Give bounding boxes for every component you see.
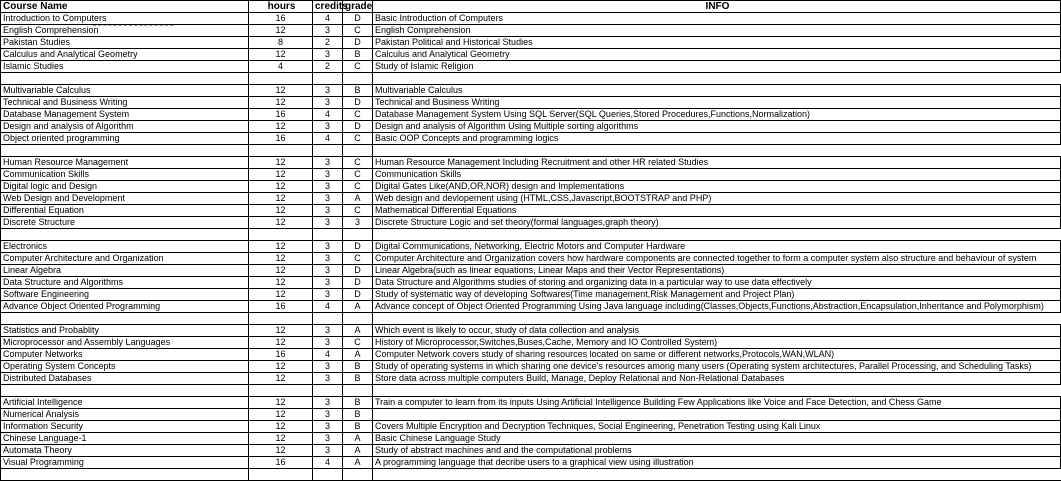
info-cell[interactable]: Basic Introduction of Computers [373,13,1061,25]
credits-cell[interactable]: 4 [313,13,343,25]
course-name-cell[interactable]: Automata Theory [1,445,249,457]
hours-cell[interactable]: 12 [249,25,313,37]
hours-cell[interactable]: 12 [249,421,313,433]
info-cell[interactable]: Computer Architecture and Organization covers how hardware components are connected together to form a computer system also structure and behaviour of system [373,253,1061,265]
credits-cell[interactable]: 3 [313,445,343,457]
course-name-cell[interactable]: Design and analysis of Algorithm [1,121,249,133]
credits-cell[interactable]: 2 [313,37,343,49]
table-row [1,445,1061,457]
credits-cell[interactable]: 3 [313,433,343,445]
credits-cell[interactable]: 3 [313,265,343,277]
table-row [1,37,1061,49]
hours-cell[interactable]: 12 [249,205,313,217]
table-row [1,373,1061,385]
credits-cell[interactable]: 3 [313,157,343,169]
table-row [1,133,1061,145]
grade-cell[interactable] [343,313,373,325]
table-row [1,337,1061,349]
credits-cell[interactable]: 4 [313,133,343,145]
info-cell[interactable]: Which event is likely to occur, study of data collection and analysis [373,325,1061,337]
hours-cell[interactable]: 12 [249,325,313,337]
table-row [1,289,1061,301]
hours-cell[interactable]: 12 [249,433,313,445]
table-row [1,241,1061,253]
hours-cell[interactable]: 12 [249,241,313,253]
info-cell[interactable]: Digital Gates Like(AND,OR,NOR) design and Implementations [373,181,1061,193]
credits-cell[interactable]: 3 [313,193,343,205]
info-cell[interactable] [373,409,1061,421]
hours-cell[interactable]: 12 [249,397,313,409]
course-name-cell[interactable]: Linear Algebra [1,265,249,277]
grade-cell[interactable]: D [343,13,373,25]
course-name-cell[interactable] [1,469,249,481]
course-name-cell[interactable]: Discrete Structure [1,217,249,229]
course-name-cell[interactable] [1,229,249,241]
hours-cell[interactable]: 12 [249,217,313,229]
course-name-cell[interactable]: Statistics and Probablity [1,325,249,337]
hours-cell[interactable] [249,145,313,157]
table-row [1,85,1061,97]
info-cell[interactable] [373,73,1061,85]
grade-cell[interactable]: B [343,409,373,421]
grade-cell[interactable]: C [343,157,373,169]
course-name-cell[interactable]: Computer Architecture and Organization [1,253,249,265]
credits-cell[interactable]: 3 [313,181,343,193]
grade-cell[interactable]: B [343,397,373,409]
info-cell[interactable]: Advance concept of Object Oriented Programming Using Java language including(Classes,Objects,Functions,Abstraction,Encapsulation,Inheritance and Polymorphism) [373,301,1061,313]
info-cell[interactable] [373,385,1061,397]
credits-cell[interactable]: 3 [313,277,343,289]
info-cell[interactable]: Web design and devlopement using (HTML,CSS,Javascript,BOOTSTRAP and PHP) [373,193,1061,205]
table-row [1,169,1061,181]
grade-cell[interactable]: A [343,445,373,457]
credits-cell[interactable] [313,385,343,397]
table-row [1,361,1061,373]
course-name-cell[interactable]: Islamic Studies [1,61,249,73]
grade-cell[interactable]: A [343,301,373,313]
grade-cell[interactable]: B [343,361,373,373]
info-cell[interactable]: Pakistan Political and Historical Studies [373,37,1061,49]
info-cell[interactable]: Database Management System Using SQL Server(SQL Queries,Stored Procedures,Functions,Normalization) [373,109,1061,121]
course-name-cell[interactable] [1,313,249,325]
hours-cell[interactable] [249,469,313,481]
info-cell[interactable]: Basic Chinese Language Study [373,433,1061,445]
grade-cell[interactable]: A [343,433,373,445]
grade-cell[interactable]: B [343,421,373,433]
course-name-cell[interactable]: Database Management System [1,109,249,121]
grade-cell[interactable]: B [343,85,373,97]
grade-cell[interactable]: D [343,121,373,133]
course-name-cell[interactable]: Numerical Analysis [1,409,249,421]
info-cell[interactable]: History of Microprocessor,Switches,Buses,Cache, Memory and IO Controlled System) [373,337,1061,349]
info-cell[interactable]: Study of systematic way of developing Softwares(Time management,Risk Management and Project Plan) [373,289,1061,301]
info-cell[interactable] [373,313,1061,325]
info-cell[interactable]: Design and analysis of Algorithm Using Multiple sorting algorithms [373,121,1061,133]
table-row [1,253,1061,265]
table-row [1,457,1061,469]
grade-cell[interactable]: C [343,133,373,145]
info-cell[interactable]: Communication Skills [373,169,1061,181]
credits-cell[interactable]: 3 [313,253,343,265]
course-name-cell[interactable]: Technical and Business Writing [1,97,249,109]
blank-row [1,469,1061,481]
table-row [1,277,1061,289]
table-row [1,181,1061,193]
course-name-cell[interactable]: Operating System Concepts [1,361,249,373]
table-row [1,157,1061,169]
course-name-cell[interactable]: Information Security [1,421,249,433]
course-name-cell[interactable] [1,145,249,157]
grade-cell[interactable]: D [343,289,373,301]
credits-cell[interactable]: 3 [313,85,343,97]
blank-row [1,229,1061,241]
info-cell[interactable]: Basic OOP Concepts and programming logics [373,133,1061,145]
course-name-cell[interactable] [1,385,249,397]
hours-cell[interactable]: 16 [249,133,313,145]
table-row [1,25,1061,37]
blank-row [1,145,1061,157]
credits-cell[interactable]: 3 [313,241,343,253]
course-name-cell[interactable]: Chinese Language-1 [1,433,249,445]
hours-cell[interactable] [249,385,313,397]
header-grade[interactable]: grade [343,1,373,13]
credits-cell[interactable] [313,313,343,325]
hours-cell[interactable]: 12 [249,373,313,385]
table-row [1,421,1061,433]
grade-cell[interactable]: A [343,457,373,469]
info-cell[interactable] [373,469,1061,481]
credits-cell[interactable] [313,145,343,157]
grade-cell[interactable] [343,229,373,241]
grade-cell[interactable]: D [343,277,373,289]
credits-cell[interactable]: 3 [313,25,343,37]
credits-cell[interactable]: 4 [313,109,343,121]
grade-cell[interactable]: C [343,337,373,349]
hours-cell[interactable]: 12 [249,97,313,109]
table-row [1,13,1061,25]
grade-cell[interactable] [343,145,373,157]
grade-cell[interactable] [343,73,373,85]
table-row [1,325,1061,337]
info-cell[interactable]: Digital Communications, Networking, Electric Motors and Computer Hardware [373,241,1061,253]
grade-cell[interactable]: A [343,193,373,205]
table-row [1,97,1061,109]
hours-cell[interactable]: 4 [249,61,313,73]
header-info[interactable]: INFO [373,1,1061,13]
info-cell[interactable]: Study of operating systems in which sharing one device's resources among many users (Operating system architectures, Parallel Processing, and Scheduling Tasks) [373,361,1061,373]
blank-row [1,73,1061,85]
grade-cell[interactable]: D [343,241,373,253]
course-name-cell[interactable]: Introduction to Computers [1,13,249,25]
credits-cell[interactable]: 3 [313,421,343,433]
table-row [1,205,1061,217]
table-row [1,217,1061,229]
course-name-cell[interactable]: Computer Networks [1,349,249,361]
hours-cell[interactable]: 16 [249,301,313,313]
hours-cell[interactable]: 16 [249,13,313,25]
info-cell[interactable]: A programming language that decribe users to a graphical view using illustration [373,457,1061,469]
table-row [1,397,1061,409]
credits-cell[interactable]: 3 [313,49,343,61]
table-row [1,433,1061,445]
info-cell[interactable]: Study of abstract machines and and the computational problems [373,445,1061,457]
table-row [1,49,1061,61]
grade-cell[interactable]: C [343,169,373,181]
hours-cell[interactable] [249,73,313,85]
credits-cell[interactable]: 4 [313,457,343,469]
cell-dashed-underline [93,25,173,26]
grade-cell[interactable]: A [343,325,373,337]
info-cell[interactable]: Covers Multiple Encryption and Decryption Techniques, Social Engineering, Penetration Testing using Kali Linux [373,421,1061,433]
grade-cell[interactable]: C [343,181,373,193]
course-name-cell[interactable]: English Comprehension [1,25,249,37]
header-row [1,1,1061,13]
info-cell[interactable] [373,145,1061,157]
info-cell[interactable]: Store data across multiple computers Build, Manage, Deploy Relational and Non-Relational Databases [373,373,1061,385]
info-cell[interactable] [373,229,1061,241]
grade-cell[interactable]: D [343,37,373,49]
course-name-cell[interactable]: Calculus and Analytical Geometry [1,49,249,61]
credits-cell[interactable]: 3 [313,373,343,385]
hours-cell[interactable]: 16 [249,109,313,121]
header-hours[interactable]: hours [249,1,313,13]
grade-cell[interactable]: D [343,265,373,277]
course-name-cell[interactable]: Microprocessor and Assembly Languages [1,337,249,349]
course-name-cell[interactable]: Multivariable Calculus [1,85,249,97]
credits-cell[interactable]: 3 [313,361,343,373]
credits-cell[interactable]: 3 [313,289,343,301]
hours-cell[interactable]: 12 [249,169,313,181]
hours-cell[interactable]: 12 [249,445,313,457]
table-row [1,301,1061,313]
hours-cell[interactable]: 12 [249,121,313,133]
grade-cell[interactable]: C [343,25,373,37]
course-name-cell[interactable]: Differential Equation [1,205,249,217]
grade-cell[interactable]: D [343,97,373,109]
credits-cell[interactable]: 3 [313,121,343,133]
hours-cell[interactable]: 12 [249,49,313,61]
hours-cell[interactable]: 12 [249,85,313,97]
credits-cell[interactable]: 4 [313,301,343,313]
course-name-cell[interactable]: Human Resource Management [1,157,249,169]
credits-cell[interactable]: 3 [313,397,343,409]
hours-cell[interactable]: 12 [249,157,313,169]
course-name-cell[interactable]: Software Engineering [1,289,249,301]
table-row [1,193,1061,205]
course-name-cell[interactable]: Distributed Databases [1,373,249,385]
hours-cell[interactable]: 12 [249,193,313,205]
info-cell[interactable]: Train a computer to learn from its inputs Using Artificial Intelligence Building Few Applications like Voice and Face Detection, and Chess Game [373,397,1061,409]
credits-cell[interactable] [313,229,343,241]
course-name-cell[interactable]: Object oriented programming [1,133,249,145]
credits-cell[interactable] [313,73,343,85]
course-name-cell[interactable]: Electronics [1,241,249,253]
info-cell[interactable]: Mathematical Differential Equations [373,205,1061,217]
blank-row [1,385,1061,397]
course-name-cell[interactable]: Advance Object Oriented Programming [1,301,249,313]
hours-cell[interactable]: 12 [249,277,313,289]
table-row [1,265,1061,277]
grade-cell[interactable]: C [343,61,373,73]
info-cell[interactable]: Calculus and Analytical Geometry [373,49,1061,61]
credits-cell[interactable]: 3 [313,97,343,109]
grade-cell[interactable]: C [343,253,373,265]
hours-cell[interactable]: 12 [249,361,313,373]
table-row [1,109,1061,121]
table-row [1,349,1061,361]
grade-cell[interactable]: C [343,109,373,121]
grade-cell[interactable] [343,385,373,397]
course-name-cell[interactable]: Digital logic and Design [1,181,249,193]
hours-cell[interactable] [249,313,313,325]
info-cell[interactable]: Linear Algebra(such as linear equations, Linear Maps and their Vector Representations) [373,265,1061,277]
credits-cell[interactable]: 3 [313,409,343,421]
course-name-cell[interactable]: Pakistan Studies [1,37,249,49]
table-row [1,61,1061,73]
hours-cell[interactable]: 12 [249,409,313,421]
credits-cell[interactable]: 4 [313,349,343,361]
course-name-cell[interactable]: Artificial Intelligence [1,397,249,409]
info-cell[interactable]: Multivariable Calculus [373,85,1061,97]
credits-cell[interactable]: 2 [313,61,343,73]
grade-cell[interactable]: B [343,49,373,61]
grade-cell[interactable]: A [343,349,373,361]
credits-cell[interactable]: 3 [313,325,343,337]
info-cell[interactable]: Discrete Structure Logic and set theory(formal languages,graph theory) [373,217,1061,229]
info-cell[interactable]: Technical and Business Writing [373,97,1061,109]
grade-cell[interactable]: B [343,373,373,385]
info-cell[interactable]: Study of Islamic Religion [373,61,1061,73]
hours-cell[interactable]: 12 [249,253,313,265]
hours-cell[interactable]: 12 [249,181,313,193]
credits-cell[interactable]: 3 [313,217,343,229]
table-row [1,409,1061,421]
info-cell[interactable]: Data Structure and Algorithms studies of storing and organizing data in a particular way to use data effectively [373,277,1061,289]
hours-cell[interactable]: 12 [249,337,313,349]
hours-cell[interactable]: 16 [249,349,313,361]
grade-cell[interactable] [343,469,373,481]
credits-cell[interactable]: 3 [313,337,343,349]
hours-cell[interactable]: 16 [249,457,313,469]
course-name-cell[interactable]: Visual Programming [1,457,249,469]
info-cell[interactable]: Human Resource Management Including Recruitment and other HR related Studies [373,157,1061,169]
header-course-name[interactable]: Course Name [1,1,249,13]
header-credits[interactable]: credits [313,1,343,13]
hours-cell[interactable]: 12 [249,265,313,277]
blank-row [1,313,1061,325]
info-cell[interactable]: English Comprehension [373,25,1061,37]
info-cell[interactable]: Computer Network covers study of sharing resources located on same or different networks,Protocols,WAN,WLAN) [373,349,1061,361]
credits-cell[interactable] [313,469,343,481]
credits-cell[interactable]: 3 [313,169,343,181]
grade-cell[interactable]: 3 [343,217,373,229]
grade-cell[interactable]: C [343,205,373,217]
course-name-cell[interactable]: Web Design and Development [1,193,249,205]
course-name-cell[interactable]: Communication Skills [1,169,249,181]
course-name-cell[interactable]: Data Structure and Algorithms [1,277,249,289]
hours-cell[interactable]: 8 [249,37,313,49]
table-row [1,121,1061,133]
hours-cell[interactable] [249,229,313,241]
credits-cell[interactable]: 3 [313,205,343,217]
hours-cell[interactable]: 12 [249,289,313,301]
course-name-cell[interactable] [1,73,249,85]
